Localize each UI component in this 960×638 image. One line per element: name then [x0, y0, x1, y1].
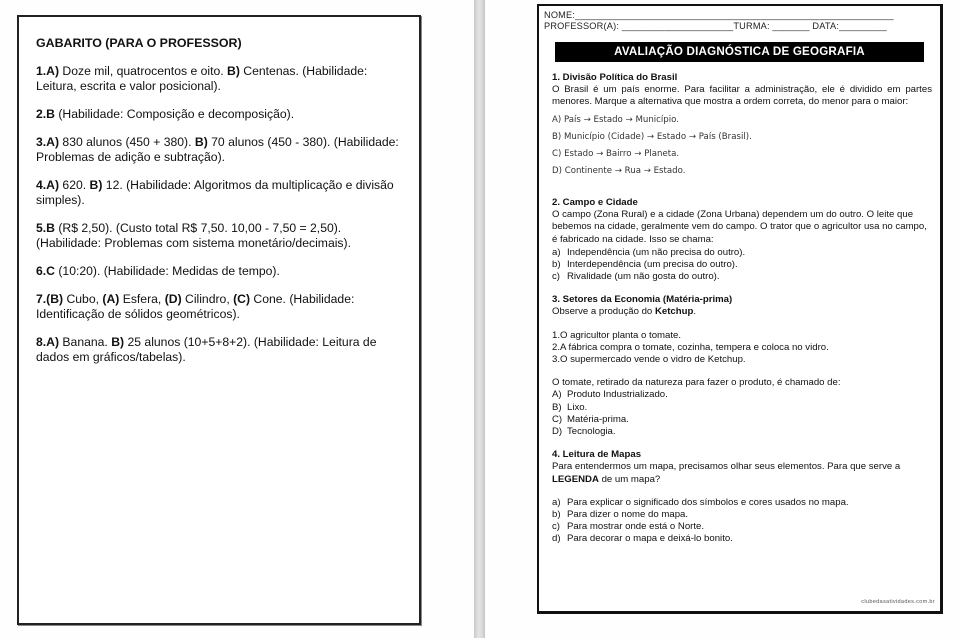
answer-key-page — [17, 15, 421, 625]
answer-text: Cubo, — [63, 292, 103, 306]
question-4-options — [552, 497, 932, 546]
answer-label: 5.B — [36, 221, 55, 235]
question-3-title: 3. Setores da Economia (Matéria-prima) — [552, 294, 733, 306]
option-letter: B) — [552, 401, 562, 413]
option-text: Tecnologia. — [567, 426, 616, 438]
answer-item — [36, 221, 403, 251]
answer-label: B) — [227, 64, 240, 78]
answer-list — [36, 64, 403, 365]
question-1-title: 1. Divisão Política do Brasil — [552, 72, 678, 83]
option-text: Rivalidade (um não gosta do outro). — [567, 271, 720, 282]
answer-item — [36, 335, 403, 365]
page-divider — [474, 0, 485, 638]
option-text: Independência (um não precisa do outro). — [567, 246, 746, 258]
option-text: Para decorar o mapa e deixá-lo bonito. — [567, 533, 733, 545]
question-1-text: O Brasil é um país enorme. Para facilitar a administração, ele é dividido em partes menores. Marque a alternativa que mostra a ordem correta, do menor para o maior: — [552, 84, 932, 108]
option-text: Interdependência (um precisa do outro). — [567, 258, 738, 270]
question-4-option — [552, 497, 932, 509]
question-3-intro-text: Observe a produção do — [552, 306, 655, 318]
question-3-step-1: 1.O agricultor planta o tomate. — [552, 329, 682, 341]
answer-label: 4.A) — [36, 178, 60, 192]
answer-item — [36, 178, 403, 208]
question-3-option — [552, 402, 932, 414]
option-text: Produto Industrializado. — [567, 389, 668, 401]
question-1-option-c: C) Estado → Bairro → Planeta. — [552, 148, 680, 159]
question-2-title: 2. Campo e Cidade — [552, 196, 638, 208]
answer-label: (D) — [164, 292, 182, 306]
answer-text: 12. (Habilidade: Algoritmos da multiplicação e divisão simples). — [36, 178, 394, 207]
question-3-intro-bold: Ketchup — [654, 306, 694, 318]
option-letter: c) — [552, 271, 560, 282]
question-3-option — [552, 426, 932, 438]
answer-label: (A) — [102, 292, 120, 306]
question-4-option — [552, 509, 932, 521]
option-letter: a) — [552, 246, 561, 258]
answer-text: Esfera, — [119, 292, 165, 306]
question-4-option — [552, 521, 932, 533]
exam-content — [544, 72, 934, 546]
option-letter: d) — [552, 533, 561, 545]
answer-text: 25 alunos (10+5+8+2). (Habilidade: Leitura de dados em gráficos/tabelas). — [36, 335, 377, 364]
option-letter: b) — [552, 509, 561, 521]
answer-key-title: GABARITO (PARA O PROFESSOR) — [36, 36, 242, 50]
option-letter: A) — [552, 389, 562, 401]
answer-label: B) — [89, 178, 103, 192]
answer-item — [36, 292, 403, 322]
option-letter: a) — [552, 496, 561, 508]
answer-label: 8.A) — [36, 335, 60, 349]
answer-text: Cilindro, — [181, 292, 234, 306]
answer-label: B) — [111, 335, 125, 349]
answer-label: (C) — [233, 292, 251, 306]
question-4-text — [552, 461, 932, 485]
answer-text: Banana. — [59, 335, 112, 349]
answer-text: 70 alunos (450 - 380). (Habilidade: Problemas de adição e subtração). — [36, 135, 399, 164]
answer-item — [36, 135, 403, 165]
question-4-text-start: Para entendermos um mapa, precisamos olhar seus elementos. Para que serve a — [552, 461, 901, 473]
answer-text: Doze mil, quatrocentos e oito. — [59, 64, 228, 78]
answer-item — [36, 264, 403, 279]
question-1-option-d: D) Continente → Rua → Estado. — [552, 165, 686, 176]
option-letter: D) — [552, 426, 563, 438]
answer-text: 620. — [59, 178, 90, 192]
teacher-class-date-line: PROFESSOR(A): _____________________TURMA: _______ DATA:_________ — [544, 21, 887, 31]
answer-label: 6.C — [36, 264, 55, 278]
answer-text: (10:20). (Habilidade: Medidas de tempo). — [54, 264, 280, 278]
question-3-step-2: 2.A fábrica compra o tomate, cozinha, tempera e coloca no vidro. — [552, 341, 829, 353]
question-3-question: O tomate, retirado da natureza para fazer o produto, é chamado de: — [552, 377, 841, 389]
question-2-option — [552, 271, 932, 283]
question-4-text-bold: LEGENDA — [552, 473, 599, 485]
question-4-text-end: de um mapa? — [598, 473, 661, 485]
option-letter: c) — [552, 521, 560, 533]
question-4-option — [552, 533, 932, 545]
option-text: Para explicar o significado dos símbolos e cores usados no mapa. — [567, 496, 849, 508]
question-4-title: 4. Leitura de Mapas — [552, 449, 642, 461]
answer-label: B) — [194, 135, 208, 149]
answer-label: 7.(B) — [36, 292, 64, 306]
question-3-options — [552, 389, 932, 438]
question-2-option — [552, 247, 932, 259]
site-watermark: clubedasatividades.com.br — [861, 598, 935, 605]
answer-label: 3.A) — [36, 135, 60, 149]
question-1-option-a: A) País → Estado → Município. — [552, 114, 679, 125]
option-text: Para mostrar onde está o Norte. — [567, 521, 705, 533]
question-3-option — [552, 389, 932, 401]
answer-text: Centenas. (Habilidade: Leitura, escrita e valor posicional). — [36, 64, 368, 93]
answer-text: (R$ 2,50). (Custo total R$ 7,50. 10,00 - 7,50 = 2,50). (Habilidade: Problemas com sistema monetário/decimais). — [36, 221, 351, 250]
answer-text: Cone. (Habilidade: Identificação de sólidos geométricos). — [36, 292, 355, 321]
answer-label: 2.B — [36, 107, 55, 121]
answer-text: (Habilidade: Composição e decomposição). — [54, 107, 295, 121]
answer-label: 1.A) — [36, 64, 60, 78]
question-2-option — [552, 259, 932, 271]
question-3-intro — [552, 306, 932, 318]
answer-item — [36, 107, 403, 122]
question-1-option-b: B) Município (Cidade) → Estado → País (Brasil). — [552, 131, 752, 142]
exam-page — [537, 4, 943, 614]
name-field-line: NOME:____________________________________________________________ — [544, 10, 894, 20]
question-2-text: O campo (Zona Rural) e a cidade (Zona Urbana) dependem um do outro. O leite que bebemos na cidade, geralmente vem do campo. O trator que o agricultor usa no campo, é fabricado na cidade. Isso se chama: — [552, 208, 927, 245]
question-2-options — [552, 247, 932, 284]
option-letter: b) — [552, 258, 561, 270]
option-letter: C) — [552, 413, 563, 425]
question-3-intro-end: . — [693, 306, 696, 318]
answer-text: 830 alunos (450 + 380). — [59, 135, 195, 149]
option-text: Matéria-prima. — [567, 413, 629, 425]
answer-item — [36, 64, 403, 94]
question-3-option — [552, 414, 932, 426]
exam-title-banner: AVALIAÇÃO DIAGNÓSTICA DE GEOGRAFIA — [555, 42, 924, 62]
question-3-step-3: 3.O supermercado vende o vidro de Ketchup. — [552, 354, 746, 366]
option-text: Lixo. — [567, 401, 588, 413]
option-text: Para dizer o nome do mapa. — [567, 509, 689, 521]
